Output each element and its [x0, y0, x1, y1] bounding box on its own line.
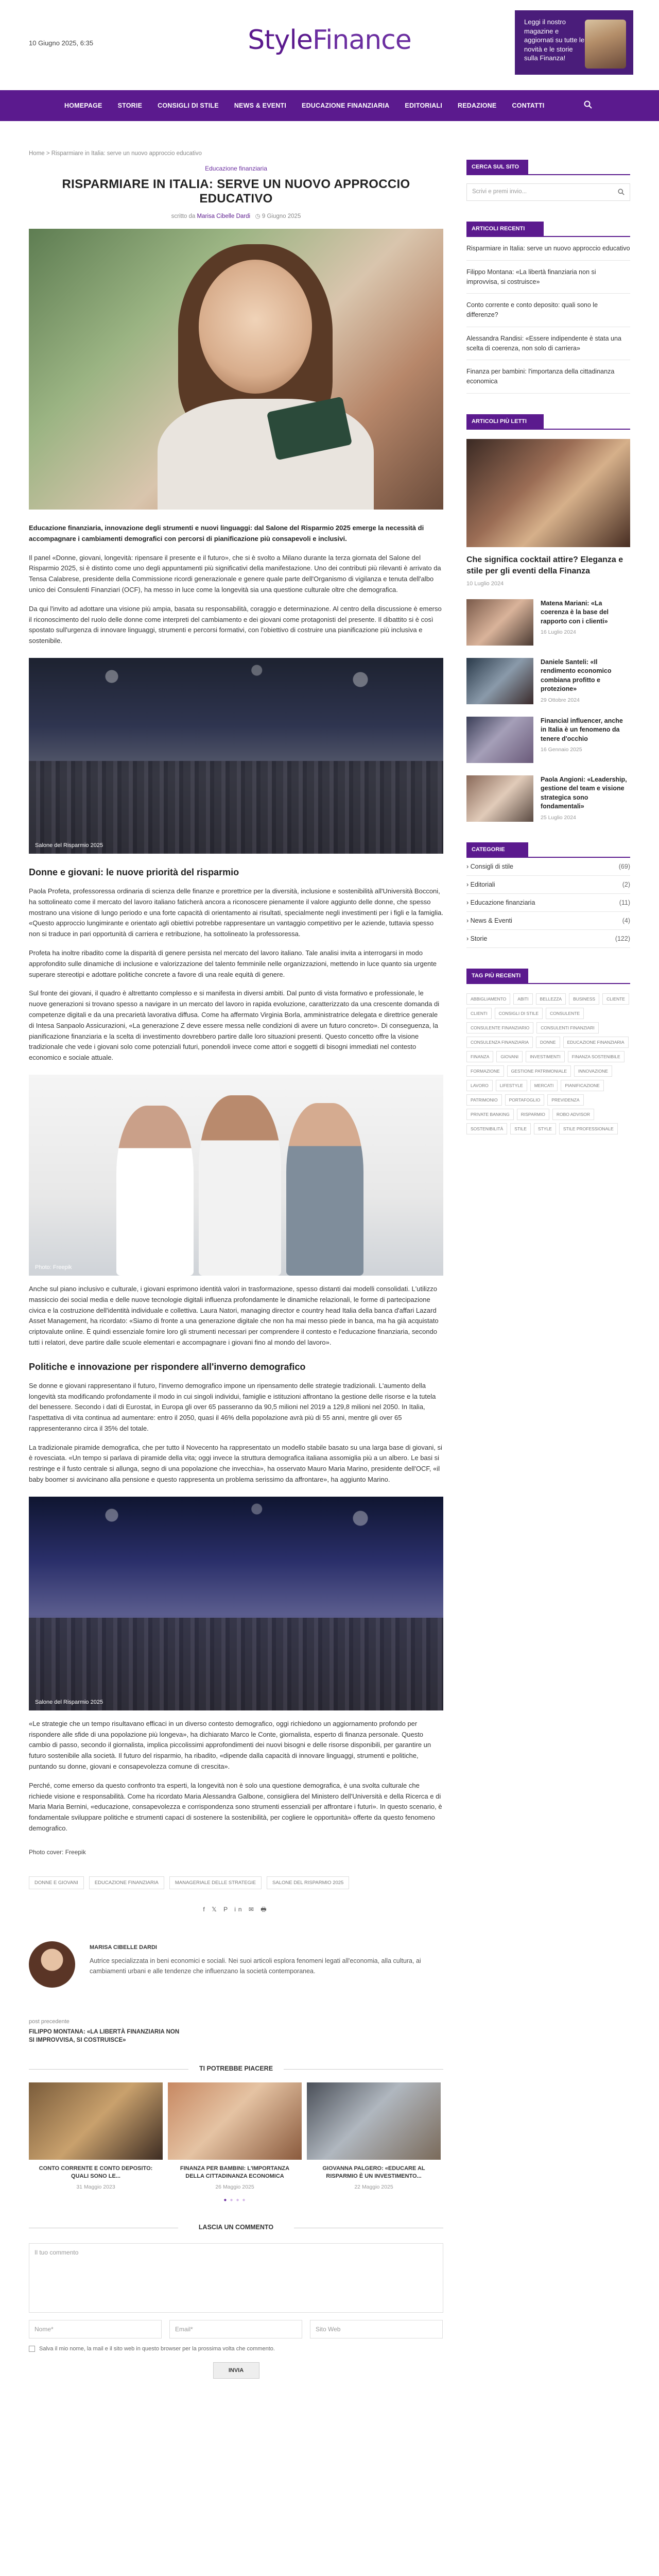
recent-posts-widget [466, 222, 630, 394]
tag-link[interactable]: BUSINESS [569, 993, 599, 1005]
related-post-date: 31 Maggio 2023 [76, 2183, 115, 2190]
tag-link[interactable]: INVESTIMENTI [526, 1051, 565, 1062]
women-photo [29, 1075, 443, 1276]
save-info-checkbox[interactable] [29, 2346, 35, 2352]
category-count: (69) [618, 862, 630, 870]
comment-heading-text: LASCIA UN COMMENTO [198, 2223, 274, 2231]
category-name: Storie [470, 935, 488, 942]
submit-comment-button[interactable]: INVIA [213, 2362, 259, 2379]
prev-post-title[interactable]: FILIPPO MONTANA: «LA LIBERTÀ FINANZIARIA NON SI IMPROVVISA, SI COSTRUISCE» [29, 2028, 180, 2043]
photo-crowd [29, 1618, 443, 1710]
search-icon[interactable] [584, 100, 594, 111]
related-heading-text: TI POTREBBE PIACERE [199, 2065, 273, 2073]
tag-link[interactable]: GESTIONE PATRIMONIALE [507, 1065, 571, 1077]
tag-link[interactable]: FINANZA [466, 1051, 493, 1062]
tag-link[interactable]: ABBIGLIAMENTO [466, 993, 510, 1005]
photo-caption: Salone del Risparmio 2025 [35, 1699, 103, 1705]
tag-link[interactable]: ABITI [513, 993, 532, 1005]
widget-heading: ARTICOLI RECENTI [466, 222, 544, 236]
site-header [0, 0, 659, 75]
sidebar [466, 160, 630, 1134]
featured-post[interactable] [466, 439, 630, 587]
popular-post-date: 16 Luglio 2024 [541, 629, 576, 636]
popular-post-image[interactable] [466, 658, 533, 704]
article-paragraph: Paola Profeta, professoressa ordinaria di scienza delle finanze e prorettrice per la diversità, inclusione e sostenibilità all'Università Bocconi, ha sottolineato come il mercato del lavoro italiano faticherà ancora a riconoscere pienamente il valore aggiunto delle donne, che spesso mostrano una visione di lungo periodo e una forte capacità di orientamento ai risultati, specialmente negli investimenti per i figli e la famiglia. «Questo approccio lungimirante e orientato agli obiettivi potrebbe rappresentare un vantaggio competitivo per le aziende, tuttavia spesso non si traduce in pari opportunità di carriera e retribuzione, ha sottolineato la professoressa. [29, 887, 443, 938]
related-post[interactable] [307, 2082, 441, 2190]
main-nav [0, 90, 659, 121]
popular-post[interactable] [466, 717, 630, 763]
avatar [29, 1941, 75, 1988]
article-paragraph: Perché, come emerso da questo confronto tra esperti, la longevità non è solo una questione demografica, è una svolta culturale che richiede visione e responsabilità. Come ha ricordato Maria Alessandra Galbone, consigliera del Ministero dell'Università e della Ricerca e di Maria Maria Bernini, «educazione, consapevolezza e corrispondenza sono strumenti essenziali per affrontare i futuri». In questo scenario, è fondamentale sviluppare politiche e strumenti capaci di sostenere la sostenibilità, per cogliere le opportunità» offerte da questo fenomeno demografico. [29, 1781, 442, 1833]
article [29, 165, 443, 2379]
category-item[interactable] [466, 912, 630, 930]
popular-post-title[interactable]: Matena Mariani: «La coerenza è la base del rapporto con i clienti» [541, 599, 609, 625]
article-tag[interactable]: MANAGERIALE DELLE STRATEGIE [169, 1876, 262, 1889]
site-logo[interactable] [230, 25, 429, 56]
promo-image [585, 20, 626, 69]
tag-link[interactable]: CONSULENZA FINANZIARIA [466, 1037, 533, 1048]
nav-item-redazione[interactable]: REDAZIONE [458, 102, 497, 109]
popular-post[interactable] [466, 775, 630, 822]
popular-post-date: 25 Luglio 2024 [541, 814, 576, 821]
email-field[interactable]: Email* [169, 2320, 302, 2338]
related-post-title[interactable]: GIOVANNA PALGERO: «EDUCARE AL RISPARMIO È UN INVESTIMENTO... [322, 2165, 425, 2180]
category-count: (4) [622, 917, 630, 924]
article-paragraph: La tradizionale piramide demografica, che per tutto il Novecento ha rappresentato un modello stabile basato su una larga base di giovani, si è rovesciata. «Un tempo si parlava di piramide della vita; oggi invece la struttura demografica italiana assomiglia più a un albero. Le basi si restringe e il fusto centrale si allunga, segno di una popolazione che invecchia», ha osservato Mauro Maria Marino, presidente dell'OCF, «il baby boomer si avvicinano alla pensione e questo rappresenta un problema serissimo da affrontare», ha aggiunto Marino. [29, 1443, 442, 1484]
search-placeholder: Scrivi e premi invio... [472, 189, 527, 195]
recent-post-link[interactable]: Finanza per bambini: l'importanza della cittadinanza economica [466, 360, 630, 394]
related-post-date: 22 Maggio 2025 [354, 2183, 393, 2190]
category-name: Consigli di stile [470, 862, 514, 870]
section-heading: Donne e giovani: le nuove priorità del risparmio [29, 867, 239, 877]
photo-person [286, 1103, 363, 1276]
category-left [466, 917, 512, 924]
widget-heading: ARTICOLI PIÙ LETTI [466, 414, 544, 429]
article-date: 9 Giugno 2025 [262, 213, 301, 219]
category-name: News & Eventi [470, 917, 512, 924]
tag-link[interactable]: PORTAFOGLIO [505, 1094, 545, 1106]
tag-link[interactable]: STYLE [534, 1123, 556, 1134]
divider [29, 2069, 188, 2070]
widget-heading: CATEGORIE [466, 842, 528, 857]
popular-post[interactable] [466, 599, 630, 646]
article-byline: scritto da Marisa Cibelle Dardi ◷ 9 Giugno 2025 [171, 213, 301, 219]
nav-item-news-eventi[interactable]: NEWS & EVENTI [234, 102, 287, 109]
related-posts [29, 2082, 443, 2190]
featured-post-date: 10 Luglio 2024 [466, 580, 504, 587]
article-paragraph: Il panel «Donne, giovani, longevità: ripensare il presente e il futuro», che si è svolto a Milano durante la terza giornata del Salone del Risparmio 2025, si è distinto come uno degli appuntamenti più significativi della manifestazione. Uno dei contributi più rilevanti è arrivato da Tensa Calabrese, presidente della Commissione ricordi generazionale e genere quale parte dell'Organismo di vigilanza e tenuta dell'albo unico dei Consulenti Finanziari (OCF), ha messo in luce come la longevità sia una questione culturale oltre che demografica. [29, 553, 441, 594]
tag-link[interactable]: LAVORO [466, 1080, 493, 1091]
tag-link[interactable]: CONSULENTE FINANZIARIO [466, 1022, 533, 1033]
recent-post-link[interactable]: Alessandra Randisi: «Essere indipendente è stata una scelta di coerenza, non solo di carriera» [466, 327, 630, 361]
tag-link[interactable]: MERCATI [530, 1080, 558, 1091]
photo-person [116, 1106, 194, 1276]
save-info-row [29, 2346, 443, 2352]
article-paragraph: Da qui l'invito ad adottare una visione più ampia, basata su responsabilità, coraggio e determinazione. Al centro della discussione è emerso il riconoscimento del ruolo delle donne come interpreti del cambiamento e dei giovani come protagonisti del presente. Il dibattito si è così spostato sull'urgenza di innovare linguaggi, strumenti e percorsi formativi, con l'obiettivo di costruire una pianificazione più inclusiva e sostenibile. [29, 604, 442, 645]
article-tag[interactable]: EDUCAZIONE FINANZIARIA [89, 1876, 164, 1889]
nav-item-educazione-finanziaria[interactable]: EDUCAZIONE FINANZIARIA [302, 102, 390, 109]
tag-link[interactable]: DONNE [536, 1037, 560, 1048]
article-paragraph: «Le strategie che un tempo risultavano efficaci in un diverso contesto demografico, oggi richiedono un aggiornamento profondo per rispondere alle sfide di una popolazione più longeva», ha dichiarato Marco le Conte, giornalista, esperto di finanza personale. Questo cambio di passo, secondo il giornalista, implica piccolissimi approfondimenti dei nuovi bisogni e delle risorse disponibili, per garantire un futuro sostenibile alla società. Il futuro del risparmio, ha ribadito, «dipende dalla capacità di innovare linguaggi, strumenti e politiche, puntando su donne, giovani e consapevolezza comune di crescita». [29, 1719, 431, 1771]
related-post-image[interactable] [29, 2082, 163, 2160]
photo-lights [29, 1497, 443, 1558]
article-paragraph: Sul fronte dei giovani, il quadro è altrettanto complesso e si manifesta in diversi ambiti. Dal punto di vista formativo e professionale, le nuove generazioni si trovano spesso a navigare in un mercato del lavoro in rapida evoluzione, caratterizzato da una crescente domanda di competenze digitali e da una precarietà lavorativa diffusa. Come ha affermato Virginia Borla, amministratrice delegata e direttrice generale di Intesa Sanpaolo Assicurazioni, «La generazione Z deve essere messa nelle condizioni di avere un futuro concreto». Di conseguenza, la pianificazione finanziaria e la scelta di investimento dovrebbero partire dalle loro situazioni presenti. Questo concetto offre la visione tradizionale che vede i giovani solo come potenziali futuri, ponendoli invece come attori e soggetti di bisogni immediati nel contesto economico e sociale attuale. [29, 989, 440, 1062]
related-post-title[interactable]: FINANZA PER BAMBINI: L'IMPORTANZA DELLA CITTADINANZA ECONOMICA [180, 2165, 290, 2180]
name-field[interactable]: Nome* [29, 2320, 162, 2338]
author-bio: Autrice specializzata in beni economici e sociali. Nei suoi articoli esplora fenomeni legati all'economia, alla cultura, ai cambiamenti urbani e alle tendenze che influenzano la società contemporanea. [90, 1957, 421, 1975]
tag-link[interactable]: FORMAZIONE [466, 1065, 504, 1077]
logo-finance-text: Finance [312, 25, 411, 56]
divider [284, 2069, 443, 2070]
tag-cloud [466, 993, 630, 1134]
section-heading: Politiche e innovazione per rispondere all'inverno demografico [29, 1361, 306, 1372]
related-post-date: 26 Maggio 2025 [215, 2183, 254, 2190]
category-count: (2) [622, 880, 630, 888]
tag-link[interactable]: BELLEZZA [536, 993, 566, 1005]
category-left [466, 863, 513, 870]
category-left [466, 935, 487, 942]
article-tag[interactable]: SALONE DEL RISPARMIO 2025 [267, 1876, 349, 1889]
category-item[interactable] [466, 930, 630, 948]
related-post-image[interactable] [168, 2082, 302, 2160]
comment-textarea[interactable]: Il tuo commento [29, 2243, 443, 2313]
category-left [466, 899, 535, 906]
related-post-title[interactable]: CONTO CORRENTE E CONTO DEPOSITO: QUALI SONO LE... [39, 2165, 153, 2180]
author-link[interactable]: Marisa Cibelle Dardi [197, 213, 251, 219]
tag-link[interactable]: CONSULENTI FINANZIARI [536, 1022, 598, 1033]
carousel-dots[interactable]: ●●●● [223, 2197, 249, 2203]
comment-heading [29, 2224, 443, 2231]
recent-posts-list [466, 237, 630, 394]
category-count: (11) [619, 899, 630, 906]
recent-post-link[interactable]: Risparmiare in Italia: serve un nuovo approccio educativo [466, 237, 630, 261]
promo-text: Leggi il nostro magazine e aggiornati su tutte le novità e le storie sulla Finanza! [524, 18, 585, 62]
sidebar-search-input[interactable] [466, 183, 630, 201]
popular-post-image[interactable] [466, 599, 533, 646]
article-tag[interactable]: DONNE E GIOVANI [29, 1876, 84, 1889]
chevron-right-icon: › [466, 917, 471, 924]
photo-caption: Salone del Risparmio 2025 [35, 842, 103, 849]
previous-post[interactable] [29, 2019, 443, 2044]
category-name: Educazione finanziaria [470, 899, 535, 906]
prev-post-label: post precedente [29, 2018, 70, 2025]
tag-link[interactable]: STILE [510, 1123, 531, 1134]
author-box [29, 1941, 443, 1998]
popular-post-date: 29 Ottobre 2024 [541, 697, 580, 703]
popular-post-date: 16 Gennaio 2025 [541, 747, 582, 753]
category-item[interactable] [466, 894, 630, 912]
divider [466, 429, 630, 430]
tag-link[interactable]: GIOVANI [496, 1051, 523, 1062]
tag-link[interactable]: INNOVAZIONE [574, 1065, 612, 1077]
logo-style-text: Style [248, 25, 313, 56]
popular-post-title[interactable]: Paola Angioni: «Leadership, gestione del team e visione strategica sono fondamentali» [541, 775, 627, 810]
tag-link[interactable]: FINANZA SOSTENIBILE [568, 1051, 625, 1062]
category-item[interactable] [466, 858, 630, 876]
nav-menu [57, 90, 552, 121]
popular-post-title[interactable]: Daniele Santeli: «Il rendimento economico combiana profitto e protezione» [541, 658, 612, 693]
photo-person [199, 1095, 281, 1276]
article-paragraph: Se donne e giovani rappresentano il futuro, l'inverno demografico impone un ripensamento delle strategie tradizionali. L'aumento della longevità sta modificando profondamente il modo in cui singoli individui, famiglie e istituzioni affrontano la gestione delle risorse e la tutela del benessere. Secondo i dati di Eurostat, in Europa gli over 65 passeranno da 90,5 milioni nel 2019 a 129,8 milioni nel 2050. In Italia, l'aspettativa di vita continua ad aumentare: entro il 2050, quasi il 46% della popolazione avrà più di 55 anni, mentre gli over 65 rappresenteranno circa il 35% del totale. [29, 1381, 436, 1432]
widget-heading: TAG PIÙ RECENTI [466, 969, 528, 983]
tag-link[interactable]: STILE PROFESSIONALE [559, 1123, 618, 1134]
category-left [466, 881, 495, 888]
divider [466, 174, 630, 175]
article-intro: Educazione finanziaria, innovazione degli strumenti e nuovi linguaggi: dal Salone del Risparmio 2025 emerge la necessità di accompagnare i cambiamenti demografici con percorsi di pianificazione più consapevoli e inclusivi. [29, 524, 424, 543]
hero-image [29, 229, 443, 510]
tag-link[interactable]: CONSULENTE [546, 1008, 584, 1019]
featured-post-image[interactable] [466, 439, 630, 547]
header-date: 10 Giugno 2025, 6:35 [29, 39, 94, 47]
popular-post[interactable] [466, 658, 630, 704]
related-post[interactable] [168, 2082, 302, 2190]
tag-link[interactable]: SOSTENIBILITÀ [466, 1123, 507, 1134]
popular-posts-widget [466, 414, 630, 822]
search-widget [466, 160, 630, 201]
magazine-promo-banner[interactable] [515, 10, 633, 75]
article-category[interactable]: Educazione finanziaria [205, 165, 267, 172]
chevron-right-icon: › [466, 862, 471, 870]
conference-photo [29, 1497, 443, 1710]
nav-item-consigli-di-stile[interactable]: CONSIGLI DI STILE [158, 102, 219, 109]
tags-widget [466, 969, 630, 1134]
popular-post-title[interactable]: Financial influencer, anche in Italia è un fenomeno da tenere d'occhio [541, 717, 623, 742]
nav-item-editoriali[interactable]: EDITORIALI [405, 102, 443, 109]
breadcrumb[interactable]: Home > Risparmiare in Italia: serve un nuovo approccio educativo [29, 150, 202, 157]
chevron-right-icon: › [466, 880, 471, 888]
photo-credit: Photo cover: Freepik [29, 1848, 86, 1856]
tag-link[interactable]: ROBO ADVISOR [552, 1109, 594, 1120]
comment-fields [29, 2320, 443, 2338]
event-photo [29, 658, 443, 854]
tag-link[interactable]: CLIENTE [602, 993, 629, 1005]
tag-link[interactable]: CONSIGLI DI STILE [495, 1008, 543, 1019]
photo-caption: Photo: Freepik [35, 1264, 72, 1270]
related-heading [29, 2065, 443, 2072]
widget-heading: CERCA SUL SITO [466, 160, 528, 174]
categories-widget [466, 842, 630, 948]
website-field[interactable]: Sito Web [310, 2320, 443, 2338]
recent-post-link[interactable]: Conto corrente e conto deposito: quali sono le differenze? [466, 294, 630, 327]
recent-post-link[interactable]: Filippo Montana: «La libertà finanziaria non si improvvisa, si costruisce» [466, 261, 630, 294]
hero-face-shape [199, 260, 312, 394]
tag-link[interactable]: RISPARMIO [517, 1109, 549, 1120]
popular-post-image[interactable] [466, 717, 533, 763]
share-icons[interactable]: f 𝕏 P in ✉ 🖶 [203, 1905, 269, 1913]
article-title: RISPARMIARE IN ITALIA: SERVE UN NUOVO APPROCCIO EDUCATIVO [62, 177, 410, 206]
popular-post-image[interactable] [466, 775, 533, 822]
author-name[interactable]: MARISA CIBELLE DARDI [90, 1944, 157, 1951]
category-count: (122) [615, 935, 630, 942]
nav-item-homepage[interactable]: HOMEPAGE [64, 102, 102, 109]
category-name: Editoriali [470, 880, 495, 888]
tag-link[interactable]: EDUCAZIONE FINANZIARIA [563, 1037, 629, 1048]
search-icon[interactable] [618, 189, 625, 197]
save-info-label: Salva il mio nome, la mail e il sito web in questo browser per la prossima volta che commento. [39, 2345, 275, 2352]
related-post-image[interactable] [307, 2082, 441, 2160]
photo-lights [29, 658, 443, 720]
tag-link[interactable]: LIFESTYLE [496, 1080, 527, 1091]
nav-item-storie[interactable]: STORIE [117, 102, 143, 109]
article-paragraph: Profeta ha inoltre ribadito come la disparità di genere persista nel mercato del lavoro italiano. Tale analisi invita a interrogarsi in modo approfondito sulle dinamiche di inclusione e valorizzazione del talento femminile nelle organizzazioni, mettendo in luce quanto sia urgente superare stereotipi e adottare politiche concrete a favore di una reale equità di genere. [29, 948, 437, 978]
tag-link[interactable]: PATRIMONIO [466, 1094, 502, 1106]
nav-item-contatti[interactable]: CONTATTI [512, 102, 545, 109]
tag-link[interactable]: PIANIFICAZIONE [561, 1080, 604, 1091]
divider [466, 983, 630, 984]
tag-link[interactable]: CLIENTI [466, 1008, 492, 1019]
tag-link[interactable]: PREVIDENZA [547, 1094, 583, 1106]
tag-link[interactable]: PRIVATE BANKING [466, 1109, 514, 1120]
article-paragraph: Anche sul piano inclusivo e culturale, i giovani esprimono identità valori in trasformazione, spesso distanti dai modelli consolidati. L'utilizzo massiccio dei social media e delle nuove tecnologie digitali influenza profondamente le dinamiche relazionali, le forme di partecipazione civica e la costruzione dell'identità individuale e collettiva. Laura Natori, managing director e country head Italia della banca d'affari Lazard Asset Management, ha ricordato: «Siamo di fronte a una generazione digitale che non ha mai messo piede in banca, ma ha già acquistato criptovalute online. È quindi essenziale fornire loro gli strumenti necessari per comprendere il contesto e l'educazione finanziaria, secondo tutti i relatori, deve partire dalle scuole elementari e accompagnare i giovani fino al mondo del lavoro». [29, 1284, 439, 1346]
chevron-right-icon: › [466, 899, 471, 906]
categories-list [466, 858, 630, 948]
photo-crowd [29, 761, 443, 854]
article-tags [29, 1876, 443, 1889]
category-item[interactable] [466, 876, 630, 894]
byline-prefix: scritto da [171, 213, 196, 219]
related-post[interactable] [29, 2082, 163, 2190]
chevron-right-icon: › [466, 935, 471, 942]
featured-post-title[interactable]: Che significa cocktail attire? Eleganza e stile per gli eventi della Finanza [466, 555, 623, 576]
